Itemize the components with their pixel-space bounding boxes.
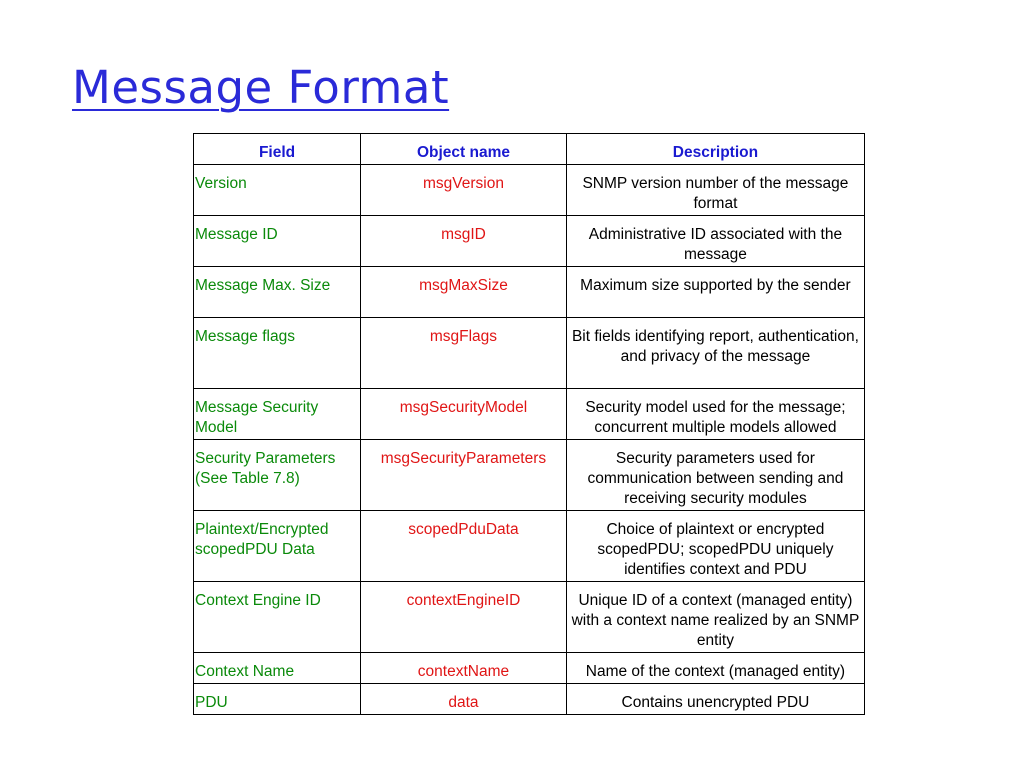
field-cell: Message flags (194, 318, 361, 389)
description-cell: Bit fields identifying report, authentication, and privacy of the message (566, 318, 864, 389)
object-name-cell: contextName (361, 653, 567, 684)
table-row (194, 318, 865, 389)
table-row (194, 511, 865, 582)
object-name-cell: msgID (361, 216, 567, 267)
table-row (194, 582, 865, 653)
description-cell: Security parameters used for communication between sending and receiving security modules (566, 440, 864, 511)
description-cell: Maximum size supported by the sender (566, 267, 864, 318)
object-name-cell: msgSecurityModel (361, 389, 567, 440)
field-cell: Context Name (194, 653, 361, 684)
field-cell: Context Engine ID (194, 582, 361, 653)
slide-title: Message Format (72, 61, 450, 114)
description-cell: Administrative ID associated with the message (566, 216, 864, 267)
field-cell: Message Security Model (194, 389, 361, 440)
header-description: Description (566, 134, 864, 165)
object-name-cell: msgFlags (361, 318, 567, 389)
field-cell: Plaintext/Encrypted scopedPDU Data (194, 511, 361, 582)
description-cell: Choice of plaintext or encrypted scopedPDU; scopedPDU uniquely identifies context and PDU (566, 511, 864, 582)
object-name-cell: msgSecurityParameters (361, 440, 567, 511)
description-cell: Name of the context (managed entity) (566, 653, 864, 684)
table-row (194, 684, 865, 715)
field-cell: Security Parameters (See Table 7.8) (194, 440, 361, 511)
table-header-row (194, 134, 865, 165)
table-row (194, 267, 865, 318)
description-cell: Security model used for the message; concurrent multiple models allowed (566, 389, 864, 440)
message-format-table (193, 133, 865, 715)
header-object-name: Object name (361, 134, 567, 165)
field-cell: Message Max. Size (194, 267, 361, 318)
table-row (194, 653, 865, 684)
field-cell: PDU (194, 684, 361, 715)
object-name-cell: contextEngineID (361, 582, 567, 653)
table-row (194, 440, 865, 511)
description-cell: Unique ID of a context (managed entity) with a context name realized by an SNMP entity (566, 582, 864, 653)
description-cell: SNMP version number of the message format (566, 165, 864, 216)
table-row (194, 216, 865, 267)
header-field: Field (194, 134, 361, 165)
object-name-cell: msgMaxSize (361, 267, 567, 318)
object-name-cell: data (361, 684, 567, 715)
field-cell: Message ID (194, 216, 361, 267)
object-name-cell: msgVersion (361, 165, 567, 216)
table-row (194, 389, 865, 440)
table-row (194, 165, 865, 216)
description-cell: Contains unencrypted PDU (566, 684, 864, 715)
field-cell: Version (194, 165, 361, 216)
object-name-cell: scopedPduData (361, 511, 567, 582)
